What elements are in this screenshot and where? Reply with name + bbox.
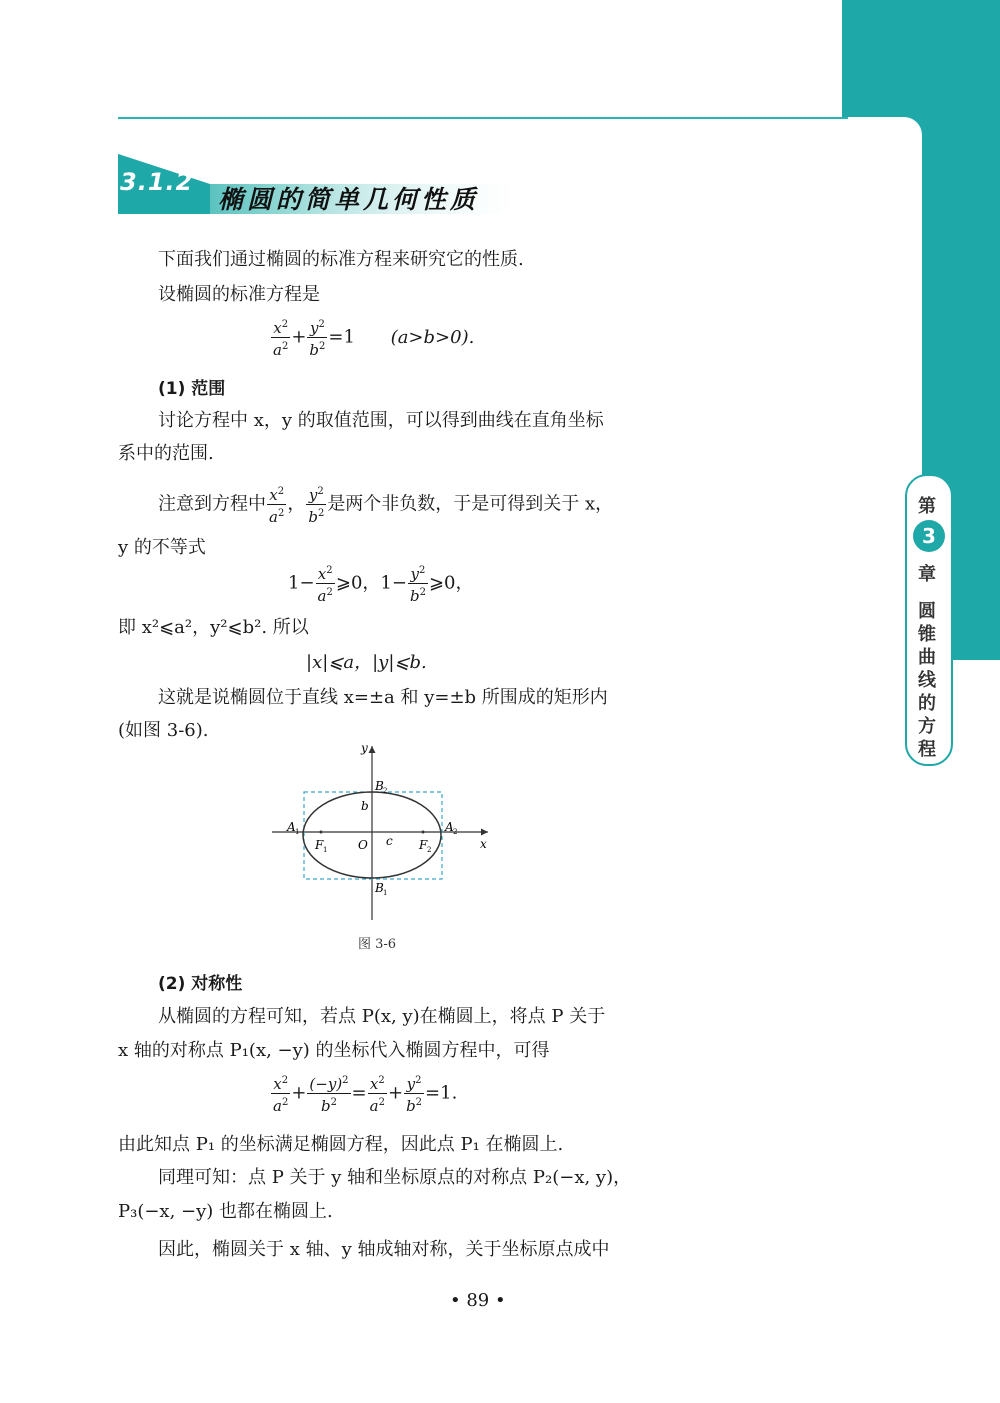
figure-caption: 图 3-6 [358,937,397,952]
symmetry-equation-tail: =1. [425,1082,458,1104]
label-y: y [361,741,368,755]
label-F1: F [315,838,324,852]
symmetry-paragraph-3b: P₃(−x, −y) 也都在椭圆上. [118,1201,333,1222]
range-paragraph-4: 即 x²⩽a²，y²⩽b². 所以 [118,617,309,638]
paragraph-equation-intro: 设椭圆的标准方程是 [158,284,320,305]
inequality-equation: 1− $\frac{x^2}{a^2}$ ⩾0，1− $\frac{y^2}{b^2}$ ⩾0， [288,562,473,605]
equation-condition: (a>b>0). [390,326,475,348]
symmetry-paragraph-1b: x 轴的对称点 P₁(x, −y) 的坐标代入椭圆方程中，可得 [118,1040,550,1061]
absolute-inequality: |x|⩽a，|y|⩽b. [306,652,427,673]
label-B1: B [375,881,384,895]
focus-F2-point [422,831,425,834]
symmetry-paragraph-1a: 从椭圆的方程可知，若点 P(x, y)在椭圆上，将点 P 关于 [158,1006,606,1027]
chapter-tab-zhang: 章 [918,564,936,585]
label-origin: O [358,838,368,852]
heading-range: (1) 范围 [158,379,226,399]
heading-symmetry: (2) 对称性 [158,974,243,994]
section-number: 3.1.2 [120,168,194,196]
label-A2: A [445,820,454,834]
label-c: c [386,834,393,848]
chapter-tab-di: 第 [918,496,936,517]
chapter-number-badge: 3 [913,520,945,552]
label-A1: A [287,820,296,834]
range-paragraph-1b: 系中的范围. [118,443,214,464]
section-title: 椭圆的简单几何性质 [218,185,480,214]
range-paragraph-1a: 讨论方程中 x，y 的取值范围，可以得到曲线在直角坐标 [158,410,604,431]
symmetry-equation: $\frac{x^2}{a^2}$ + $\frac{(-y)^2}{b^2}$ = $\frac{x^2}{a^2}$ + $\frac{y^2}{b^2}$ =1. [270,1072,457,1115]
label-b: b [361,799,369,813]
label-B1-sub: 1 [383,889,388,897]
label-F2: F [419,838,428,852]
paragraph-intro: 下面我们通过椭圆的标准方程来研究它的性质. [158,249,524,270]
range-paragraph-5a: 这就是说椭圆位于直线 x=±a 和 y=±b 所围成的矩形内 [158,687,608,708]
top-rule [118,117,848,119]
label-A2-sub: 2 [453,828,458,836]
symmetry-paragraph-4: 因此，椭圆关于 x 轴、y 轴成轴对称，关于坐标原点成中 [158,1239,610,1260]
label-F2-sub: 2 [427,846,432,854]
chapter-title-vertical: 圆锥曲线的方程 [918,601,936,760]
label-B2: B [375,779,384,793]
page-number: • 89 • [450,1290,506,1311]
range-paragraph-2-pre: 注意到方程中 [158,493,266,515]
label-F1-sub: 1 [323,846,328,854]
focus-F1-point [320,831,323,834]
range-paragraph-5b: (如图 3-6). [118,720,209,741]
range-paragraph-2: 注意到方程中 $\frac{x^2}{a^2}$ ， $\frac{y^2}{b^2}$ 是两个非负数，于是可得到关于 x， [158,483,613,526]
label-A1-sub: 1 [295,828,300,836]
ellipse-standard-equation: $\frac{x^2}{a^2}$ + $\frac{y^2}{b^2}$ =1 (a>b>0). [270,316,474,359]
range-paragraph-3: y 的不等式 [118,537,206,558]
symmetry-paragraph-2: 由此知点 P₁ 的坐标满足椭圆方程，因此点 P₁ 在椭圆上. [118,1134,564,1155]
ellipse-figure [268,740,498,922]
range-paragraph-2-post: 是两个非负数，于是可得到关于 x， [327,493,614,515]
label-B2-sub: 2 [383,787,388,795]
symmetry-paragraph-3a: 同理可知：点 P 关于 y 轴和坐标原点的对称点 P₂(−x, y)， [158,1167,632,1188]
label-x: x [480,837,487,851]
